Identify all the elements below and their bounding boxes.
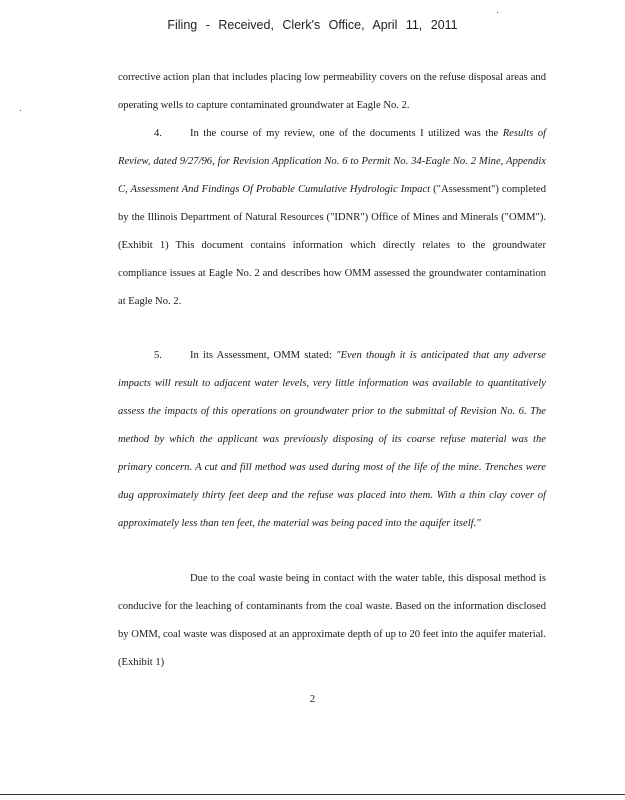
paragraph-number: 4. bbox=[154, 128, 162, 139]
paragraph-number: 5. bbox=[154, 350, 162, 361]
page-number: 2 bbox=[309, 693, 316, 705]
paragraph-text: ("Assessment") completed by the Illinois Department of Natural Resources ("IDNR") Office of Mines and Minerals ("OMM"). (Exhibit 1) This document contains information which directly relates to the groundwater compliance issues at Eagle No. 2 and describes how OMM assessed the groundwater contamination at Eagle No. 2. bbox=[118, 184, 546, 307]
scan-speck bbox=[20, 110, 21, 111]
filing-stamp: Filing - Received, Clerk's Office, April 11, 2011 bbox=[167, 18, 458, 32]
paragraph-4 bbox=[118, 120, 546, 316]
bottom-rule bbox=[0, 794, 625, 795]
paragraph-text: In its Assessment, OMM stated: bbox=[190, 350, 337, 361]
paragraph-5 bbox=[118, 342, 546, 538]
paragraph-text: In the course of my review, one of the documents I utilized was the bbox=[190, 128, 503, 139]
paragraph-6: Due to the coal waste being in contact with the water table, this disposal method is conducive for the leaching of contaminants from the coal waste. Based on the information disclosed by OMM, coal waste was disposed at an approximate depth of up to 20 feet into the aquifer material. (Exhibit 1) bbox=[118, 573, 546, 668]
document-title: Results of Review, dated 9/27/96, for Revision Application No. 6 to Permit No. 34-Eagle No. 2 Mine, Appendix C, Assessment And Findings Of Probable Cumulative Hydrologic Impact bbox=[118, 128, 546, 195]
scan-speck bbox=[497, 12, 498, 13]
paragraph-continuation: corrective action plan that includes placing low permeability covers on the refuse disposal areas and operating wells to capture contaminated groundwater at Eagle No. 2. bbox=[118, 72, 546, 111]
quoted-passage: "Even though it is anticipated that any adverse impacts will result to adjacent water levels, very little information was available to quantitatively assess the impacts of this operations on groundwater prior to the submittal of Revision No. 6. The method by which the applicant was previously disposing of its coarse refuse material was the primary concern. A cut and fill method was used during most of the life of the mine. Trenches were dug approximately thirty feet deep and the refuse was placed into them. With a thin clay cover of approximately less than ten feet, the material was being paced into the aquifer itself." bbox=[118, 350, 546, 529]
